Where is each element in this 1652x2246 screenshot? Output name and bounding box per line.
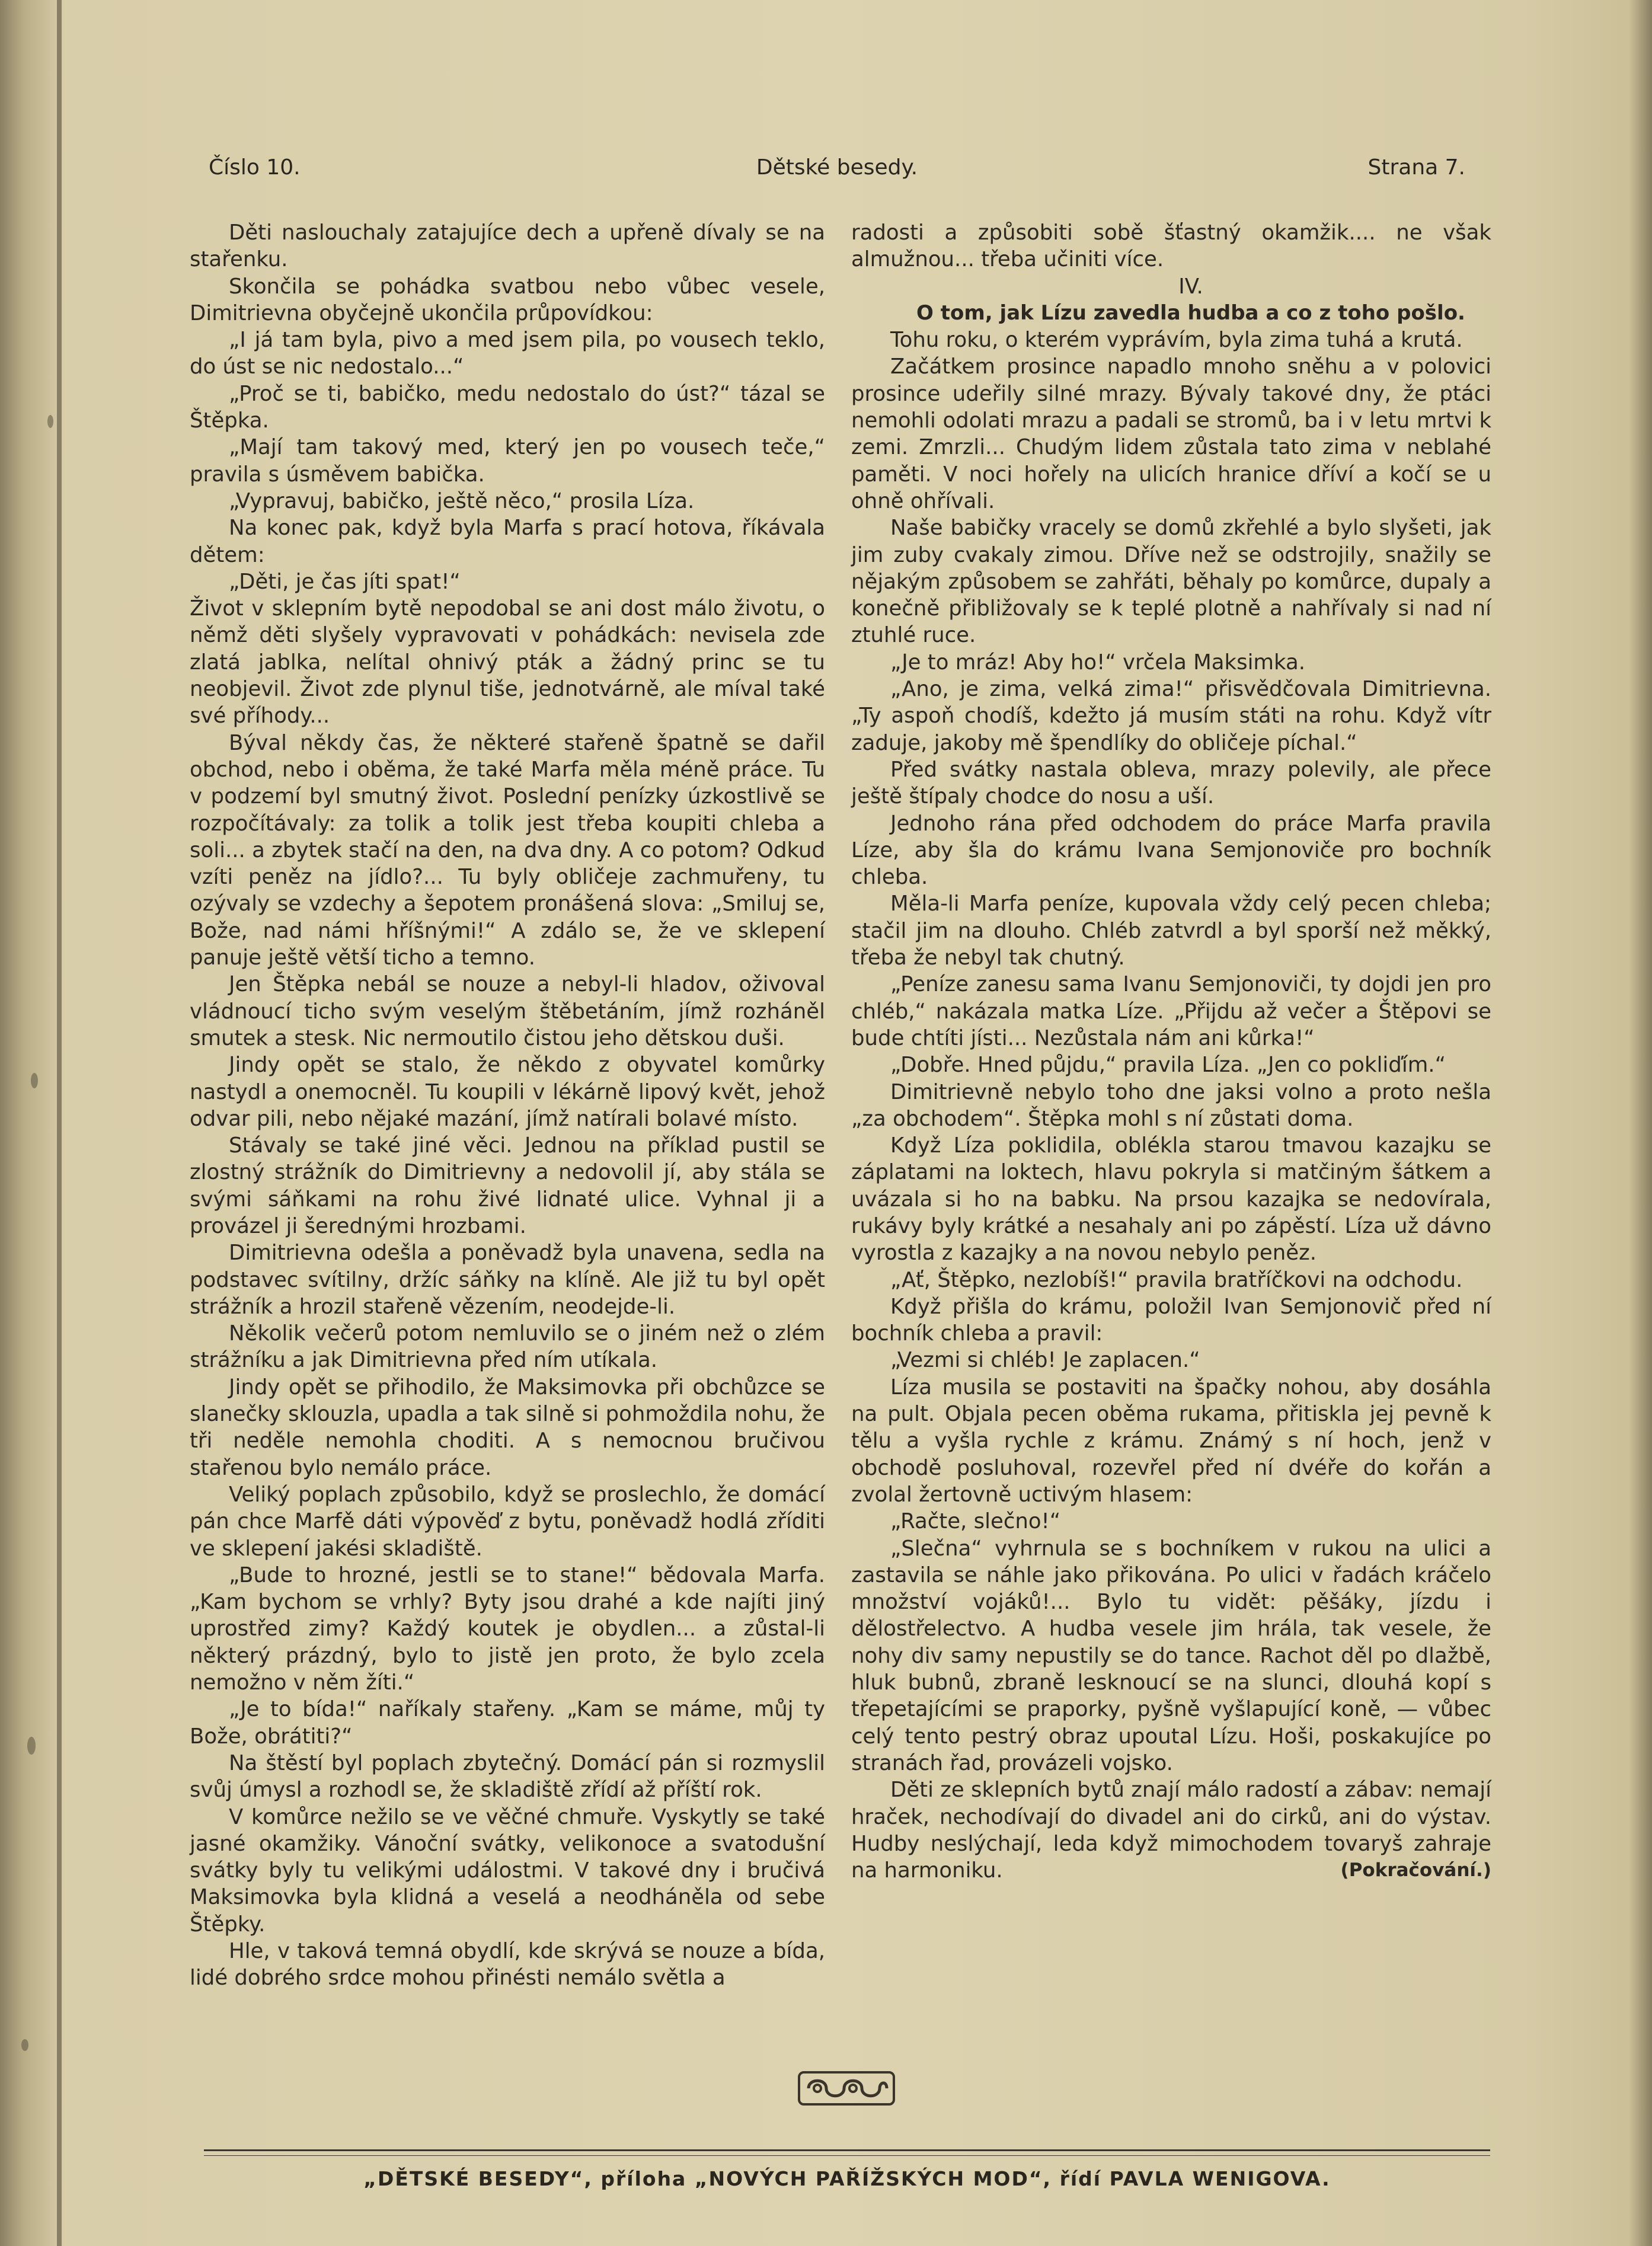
paragraph: Když Líza poklidila, oblékla starou tmavou kazajku se záplatami na loktech, hlavu pokryla si matčiným šátkem a uvázala si ho na babku. Na prsou kazajka se nedovírala, rukávy byly krátké a nesahaly ani po zápěstí. Líza už dávno vyrostla z kazajky a na novou nebylo peněz. (851, 1133, 1491, 1266)
paragraph: „Ano, je zima, velká zima!“ přisvědčovala Dimitrievna. „Ty aspoň chodíš, kdežto já musím státi na rohu. Když vítr zaduje, jakoby mě špendlíky do obličeje píchal.“ (851, 677, 1491, 755)
left-column (190, 219, 825, 1992)
paragraph: Život v sklepním bytě nepodobal se ani dost málo životu, o němž děti slyšely vypravovati v pohádkách: nevisela zde zlatá jablka, nelítal ohnivý pták a žádný princ se tu neobjevil. Život zde plynul tiše, jednotvárně, ale míval také své příhody... (190, 596, 825, 729)
ornament-icon (798, 2070, 895, 2107)
paragraph: Jen Štěpka nebál se nouze a nebyl-li hladov, oživoval vládnoucí ticho svým veselým štěbetáním, jímž rozháněl smutek a stesk. Nic nermoutilo čistou jeho dětskou duši. (190, 972, 825, 1050)
paragraph: Děti naslouchaly zatajujíce dech a upřeně dívaly se na stařenku. (190, 221, 825, 272)
binding-shadow (57, 0, 62, 2246)
paragraph: „Je to bída!“ naříkaly stařeny. „Kam se máme, můj ty Bože, obrátiti?“ (190, 1697, 825, 1749)
paragraph: Jindy opět se stalo, že někdo z obyvatel komůrky nastydl a onemocněl. Tu koupili v lékárně lipový květ, jehož odvar pili, nebo nějaké mazání, jímž natírali bolavé místo. (190, 1053, 825, 1131)
paragraph: Na konec pak, když byla Marfa s prací hotova, říkávala dětem: (190, 516, 825, 567)
issue-number: Číslo 10. (209, 155, 301, 180)
paragraph: Tohu roku, o kterém vyprávím, byla zima tuhá a krutá. (890, 328, 1463, 353)
footer-rule (204, 2155, 1490, 2156)
paragraph: Skončila se pohádka svatbou nebo vůbec vesele, Dimitrievna obyčejně ukončila průpovídkou: (190, 274, 825, 325)
paragraph: Býval někdy čas, že některé stařeně špatně se dařil obchod, nebo i oběma, že také Marfa měla méně práce. Tu v podzemí byl smutný život. Poslední penízky úzkostlivě se rozpočítávaly: za tolik a tolik jest třeba koupiti chleba a soli... a zbytek stačí na den, na dva dny. A co potom? Odkud vzíti peněz na jídlo?... Tu byly obličeje zachmuřeny, tu ozývaly se vzdechy a šepotem pronášená slova: „Smiluj se, Bože, nad námi hříšnými!“ A zdálo se, že ve sklepení panuje ještě větší ticho a temno. (190, 730, 825, 970)
continuation-note: (Pokračování.) (1340, 1860, 1491, 1881)
right-column (851, 219, 1491, 1884)
paragraph (851, 1777, 1491, 1884)
paragraph: Dimitrievně nebylo toho dne jaksi volno a proto nešla „za obchodem“. Štěpka mohl s ní zůstati doma. (851, 1079, 1491, 1131)
paragraph: Před svátky nastala obleva, mrazy polevily, ale přece ještě štípaly chodce do nosu a uší. (851, 757, 1491, 809)
paragraph: „Mají tam takový med, který jen po vousech teče,“ pravila s úsměvem babička. (190, 435, 825, 487)
paragraph: „Račte, slečno!“ (890, 1509, 1061, 1534)
paragraph-text: Děti ze sklepních bytů znají málo radostí a zábav: nemají hraček, nechodívají do divadel ani do cirků, ani do výstav. Hudby neslýchají, leda když mimochodem tovaryš zahraje na harmoniku. (851, 1778, 1491, 1883)
footer-imprint: „DĚTSKÉ BESEDY“, příloha „NOVÝCH PAŘÍŽSKÝCH MOD“, řídí PAVLA WENIGOVA. (363, 2167, 1331, 2190)
paragraph: Naše babičky vracely se domů zkřehlé a bylo slyšeti, jak jim zuby cvakaly zimou. Dříve než se odstrojily, snažily se nějakým způsobem se zahřáti, běhaly po komůrce, dupaly a konečně přibližovaly se k teplé plotně a nahřívaly si nad ní ztuhlé ruce. (851, 516, 1491, 648)
paragraph: „Bude to hrozné, jestli se to stane!“ bědovala Marfa. „Kam bychom se vrhly? Byty jsou drahé a kde najíti jiný uprostřed zimy? Každý koutek je obydlen... a zůstal-li některý prázdný, bylo to jistě jen proto, že bylo zcela nemožno v něm žíti.“ (190, 1563, 825, 1695)
paragraph: Líza musila se postaviti na špačky nohou, aby dosáhla na pult. Objala pecen oběma rukama, přitiskla jej pevně k tělu a vyšla rychle z krámu. Známý s ní hoch, jenž v obchodě posluhoval, rozevřel před ní dvéře do kořán a zvolal žertovně uctivým hlasem: (851, 1375, 1491, 1507)
paragraph: Dimitrievna odešla a poněvadž byla unavena, sedla na podstavec svítilny, držíc sáňky na klíně. Ale již tu byl opět strážník a hrozil stařeně vězením, neodejde-li. (190, 1241, 825, 1319)
paragraph: Jednoho rána před odchodem do práce Marfa pravila Líze, aby šla do krámu Ivana Semjonoviče pro bochník chleba. (851, 811, 1491, 890)
paragraph: Stávaly se také jiné věci. Jednou na příklad pustil se zlostný strážník do Dimitrievny a nedovolil jí, aby stála se svými sáňkami na rohu živé lidnaté ulice. Vyhnal ji a provázel ji šerednými hrozbami. (190, 1133, 825, 1238)
scan-mark (47, 415, 53, 428)
paragraph: „Vypravuj, babičko, ještě něco,“ prosila Líza. (229, 488, 695, 513)
paragraph: „I já tam byla, pivo a med jsem pila, po vousech teklo, do úst se nic nedostalo...“ (190, 328, 825, 379)
footer-rule (204, 2149, 1490, 2151)
page-edge-shadow (1629, 0, 1652, 2246)
paragraph: „Je to mráz! Aby ho!“ vrčela Maksimka. (890, 650, 1305, 675)
paragraph: „Dobře. Hned půjdu,“ pravila Líza. „Jen co pokliďím.“ (890, 1053, 1446, 1078)
paragraph: Na štěstí byl poplach zbytečný. Domácí pán si rozmyslil svůj úmysl a rozhodl se, že skladiště zřídí až příští rok. (190, 1750, 825, 1803)
paragraph: Veliký poplach způsobilo, když se proslechlo, že domácí pán chce Marfě dáti výpověď z bytu, poněvadž hodlá zříditi ve sklepení jakési skladiště. (190, 1482, 825, 1561)
paragraph: V komůrce nežilo se ve věčné chmuře. Vyskytly se také jasné okamžiky. Vánoční svátky, velikonoce a svatodušní svátky byly tu velikými událostmi. V takové dny i bručivá Maksimovka byla klidná a veselá a neodháněla od sebe Štěpky. (190, 1804, 825, 1937)
scan-mark (21, 2039, 28, 2051)
paragraph: Začátkem prosince napadlo mnoho sněhu a v polovici prosince udeřily silné mrazy. Bývaly takové dny, že ptáci nemohli odolati mrazu a padali se stromů, ba i v letu mrtvi k zemi. Zmrzli... Chudým lidem zůstala tato zima v neblahé paměti. V noci hořely na ulicích hranice dříví a kočí se u ohně ohřívali. (851, 354, 1491, 513)
paragraph: Několik večerů potom nemluvilo se o jiném než o zlém strážníku a jak Dimitrievna před ním utíkala. (190, 1321, 825, 1373)
paragraph: Když přišla do krámu, položil Ivan Semjonovič před ní bochník chleba a pravil: (851, 1294, 1491, 1346)
paragraph: „Slečna“ vyhrnula se s bochníkem v rukou na ulici a zastavila se náhle jako přikována. Po ulici v řadách kráčelo množství vojáků!... Bylo tu vidět: pěšáky, jízdu i dělostřelectvo. A hudba vesele jim hrála, tak vesele, že nohy div samy nepustily se do tance. Rachot děl po dlažbě, hluk bubnů, zbraně lesknoucí se na slunci, dlouhá kopí s třepetajícími se praporky, pyšně vyšlapující koně, — vůbec celý tento pestrý obraz upoutal Lízu. Hoši, poskakujíce po stranách řad, provázeli vojsko. (851, 1536, 1491, 1775)
scan-mark (27, 1737, 36, 1755)
running-header (209, 155, 1465, 191)
paragraph: Jindy opět se přihodilo, že Maksimovka při obchůzce se slanečky sklouzla, upadla a tak silně si pohmoždila nohu, že tři neděle nemohla choditi. A s nemocnou bručivou stařenou bylo nemálo práce. (190, 1375, 825, 1480)
paragraph: radosti a způsobiti sobě šťastný okamžik.... ne však almužnou... třeba učiniti více. (851, 221, 1491, 272)
paragraph: „Peníze zanesu sama Ivanu Semjonoviči, ty dojdi jen pro chléb,“ nakázala matka Líze. „Přijdu až večer a Štěpovi se bude chtíti jísti... Nezůstala nám ani kůrka!“ (851, 972, 1491, 1050)
paragraph: „Děti, je čas jíti spat!“ (229, 569, 461, 594)
paragraph: „Ať, Štěpko, nezlobíš!“ pravila bratříčkovi na odchodu. (890, 1267, 1463, 1292)
chapter-number: IV. (1178, 274, 1203, 299)
page-number: Strana 7. (1367, 155, 1465, 180)
paragraph: „Vezmi si chléb! Je zaplacen.“ (890, 1348, 1200, 1373)
publication-title: Dětské besedy. (756, 155, 918, 180)
paragraph: Měla-li Marfa peníze, kupovala vždy celý pecen chleba; stačil jim na dlouho. Chléb zatvrdl a byl sporší než měkký, třeba že nebyl tak chutný. (851, 892, 1491, 970)
paragraph: „Proč se ti, babičko, medu nedostalo do úst?“ tázal se Štěpka. (190, 381, 825, 433)
chapter-title: O tom, jak Lízu zavedla hudba a co z toho pošlo. (916, 301, 1465, 325)
scan-mark (31, 1073, 38, 1088)
paragraph: Hle, v taková temná obydlí, kde skrývá se nouze a bída, lidé dobrého srdce mohou přinésti nemálo světla a (190, 1939, 825, 1991)
